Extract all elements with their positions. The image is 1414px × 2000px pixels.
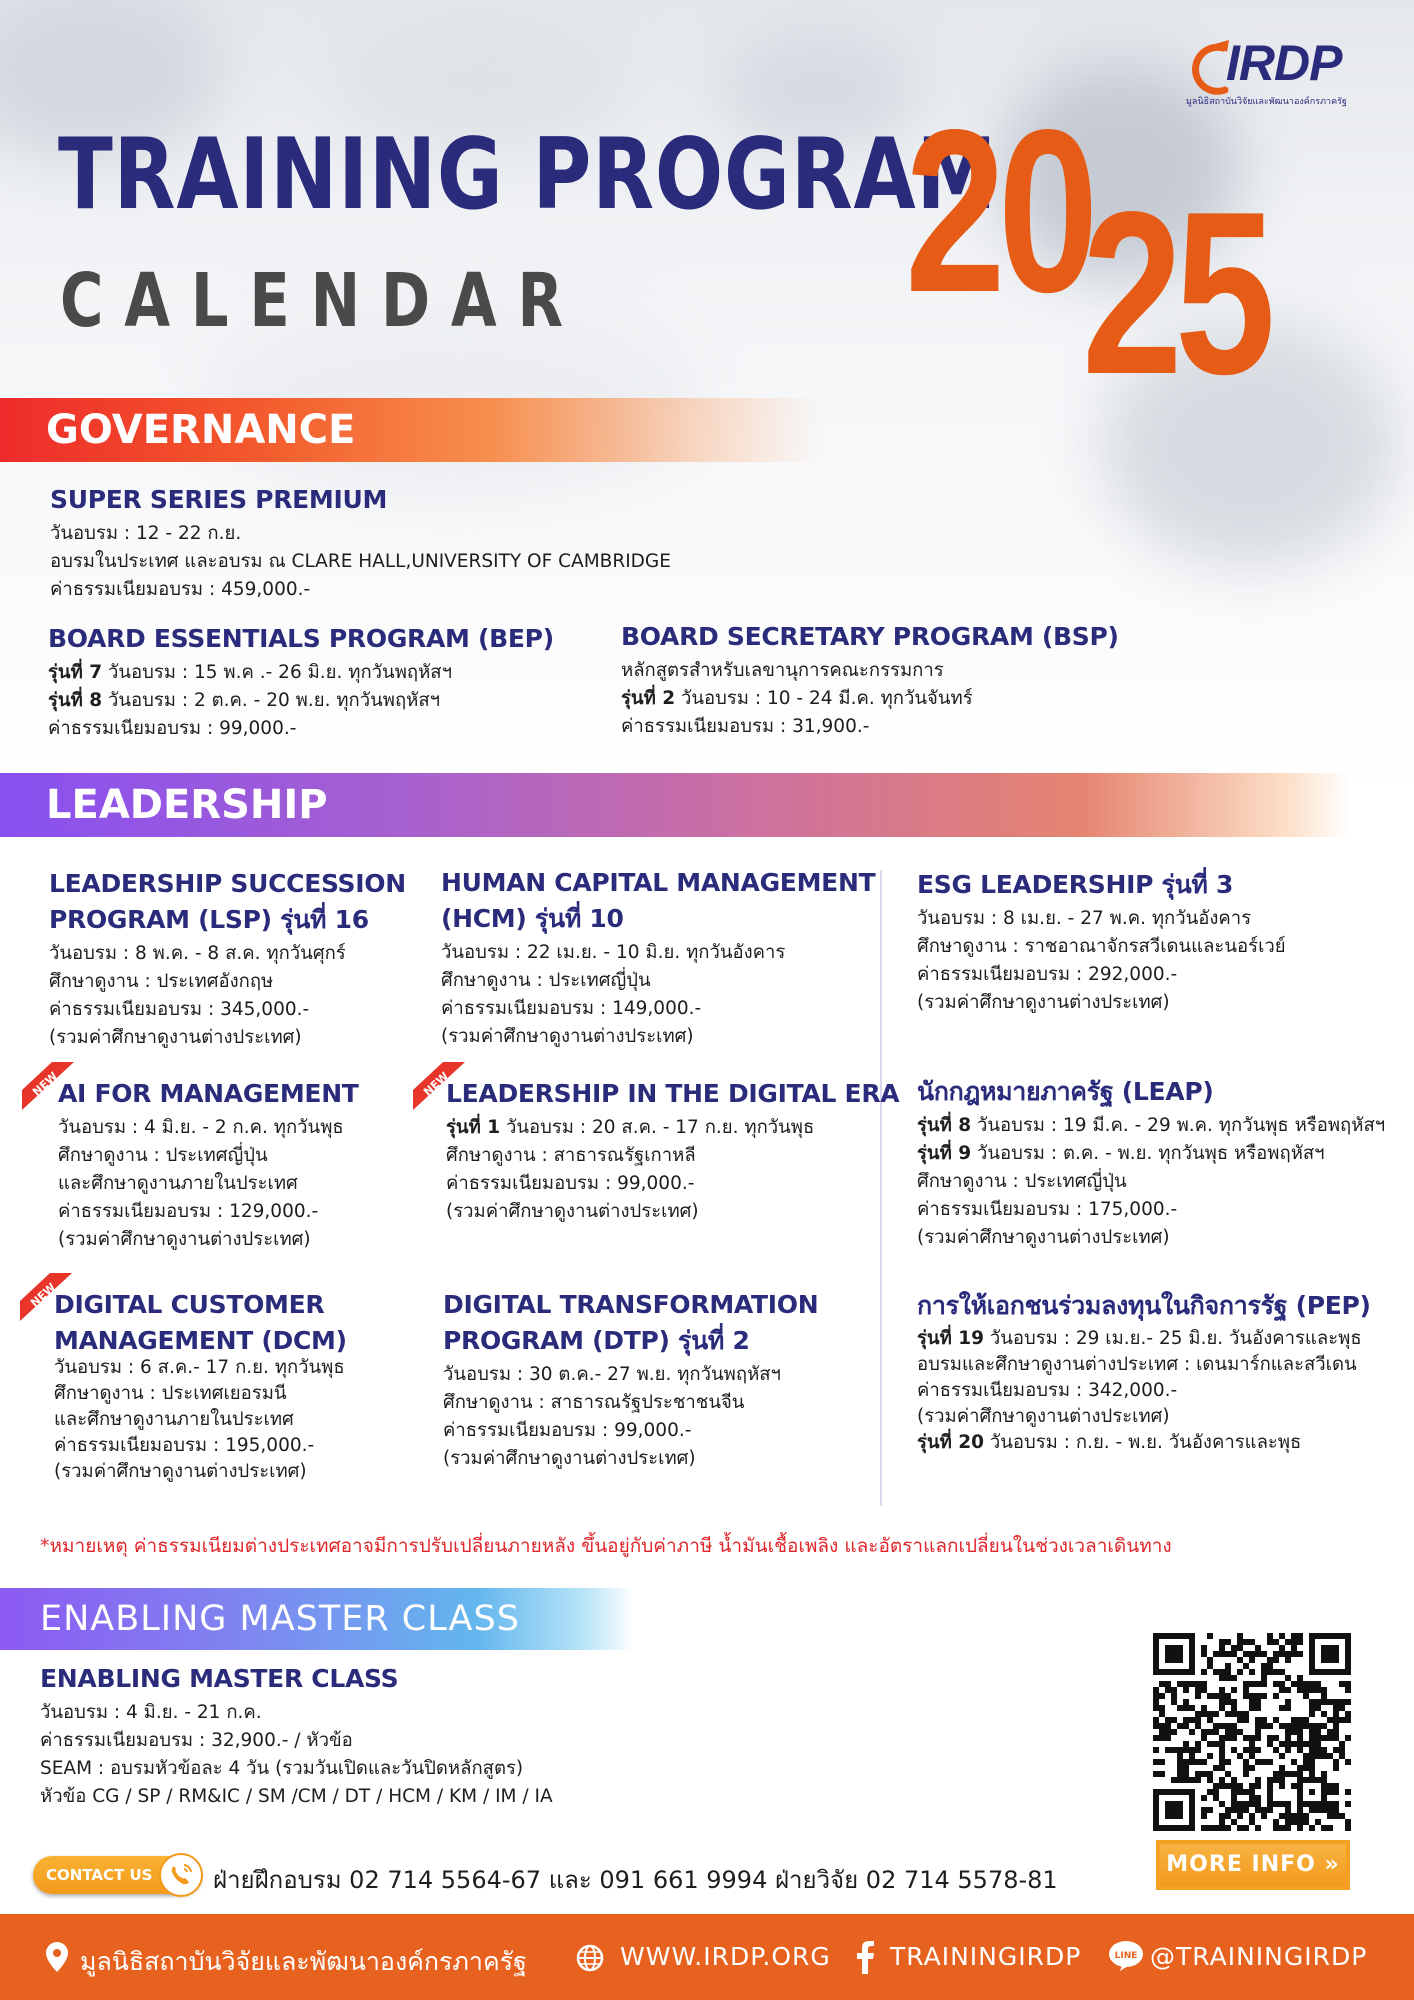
program-line: และศึกษาดูงานภายในประเทศ: [58, 1173, 298, 1194]
globe-icon: [576, 1944, 604, 1972]
program-bep: [48, 621, 554, 743]
program-line: (รวมค่าศึกษาดูงานต่างประเทศ): [54, 1461, 307, 1482]
program-lsp: [49, 866, 406, 1052]
program-super-series: [50, 482, 671, 604]
program-line: ค่าธรรมเนียมอบรม : 99,000.-: [446, 1173, 695, 1194]
program-line: ศึกษาดูงาน : ประเทศเยอรมนี: [54, 1383, 287, 1404]
program-title: LEADERSHIP IN THE DIGITAL ERA: [446, 1079, 900, 1108]
program-line: ศึกษาดูงาน : ประเทศญี่ปุ่น: [441, 970, 651, 991]
chevrons-right-icon: »: [1315, 1852, 1340, 1877]
contact-phone-text: ฝ่ายฝึกอบรม 02 714 5564-67 และ 091 661 9994 ฝ่ายวิจัย 02 714 5578-81: [213, 1866, 1058, 1894]
new-badge-text: NEW: [30, 1069, 61, 1099]
program-line: ค่าธรรมเนียมอบรม : 129,000.-: [58, 1201, 319, 1222]
program-title: PROGRAM (LSP) รุ่นที่ 16: [49, 905, 369, 934]
program-line-text: วันอบรม : 19 มี.ค. - 29 พ.ค. ทุกวันพุธ หรือพฤหัสฯ: [971, 1115, 1386, 1136]
batch-label: รุ่นที่ 2: [621, 688, 676, 709]
new-badge-text: NEW: [28, 1280, 59, 1310]
program-title: PROGRAM (DTP) รุ่นที่ 2: [443, 1326, 750, 1355]
program-title: การให้เอกชนร่วมลงทุนในกิจการรัฐ (PEP): [917, 1291, 1371, 1320]
program-line-text: วันอบรม : 10 - 24 มี.ค. ทุกวันจันทร์: [675, 688, 973, 709]
program-dtp: [443, 1287, 818, 1473]
program-line: วันอบรม : 22 เม.ย. - 10 มิ.ย. ทุกวันอังคาร: [441, 942, 786, 963]
batch-label: รุ่นที่ 9: [917, 1143, 972, 1164]
program-title: นักกฎหมายภาครัฐ (LEAP): [917, 1077, 1214, 1106]
program-line: (รวมค่าศึกษาดูงานต่างประเทศ): [446, 1201, 699, 1222]
program-title: BOARD ESSENTIALS PROGRAM (BEP): [48, 624, 554, 653]
program-line-text: วันอบรม : 29 เม.ย.- 25 มิ.ย. วันอังคารและพุธ: [983, 1328, 1362, 1349]
program-line: วันอบรม : 12 - 22 ก.ย.: [50, 523, 242, 544]
program-line: ค่าธรรมเนียมอบรม : 195,000.-: [54, 1435, 315, 1456]
program-line: [621, 685, 1119, 713]
page-subtitle: CALENDAR: [60, 258, 584, 344]
line-app-icon-text: LINE: [1114, 1951, 1138, 1961]
program-line: ศึกษาดูงาน : สาธารณรัฐประชาชนจีน: [443, 1392, 745, 1413]
program-title: HUMAN CAPITAL MANAGEMENT: [441, 868, 876, 897]
program-esg: [917, 867, 1286, 1017]
program-line: [446, 1114, 899, 1142]
batch-label: รุ่นที่ 20: [917, 1432, 984, 1453]
footer-website-link[interactable]: WWW.IRDP.ORG: [620, 1942, 831, 1971]
program-line: วันอบรม : 4 มิ.ย. - 2 ก.ค. ทุกวันพุธ: [58, 1117, 344, 1138]
program-line: หลักสูตรสำหรับเลขานุการคณะกรรมการ: [621, 660, 944, 681]
program-line: ค่าธรรมเนียมอบรม : 99,000.-: [48, 718, 297, 739]
program-line: อบรมและศึกษาดูงานต่างประเทศ : เดนมาร์กและสวีเดน: [917, 1354, 1357, 1375]
program-line: [48, 687, 554, 715]
program-line: [917, 1140, 1385, 1168]
program-line: (รวมค่าศึกษาดูงานต่างประเทศ): [441, 1026, 694, 1047]
program-line: ค่าธรรมเนียมอบรม : 31,900.-: [621, 716, 870, 737]
contact-us-label: CONTACT US: [46, 1866, 153, 1884]
program-ai: [58, 1076, 359, 1254]
phone-icon: [159, 1853, 203, 1897]
batch-label: รุ่นที่ 1: [446, 1117, 501, 1138]
new-badge-text: NEW: [421, 1069, 452, 1099]
section-heading-leadership: LEADERSHIP: [0, 773, 1350, 837]
program-title: BOARD SECRETARY PROGRAM (BSP): [621, 622, 1119, 651]
program-line: ค่าธรรมเนียมอบรม : 459,000.-: [50, 579, 311, 600]
program-line: ศึกษาดูงาน : ประเทศอังกฤษ: [49, 971, 274, 992]
program-hcm: [441, 865, 875, 1051]
logo-text: IRDP: [1226, 35, 1342, 91]
program-leap: [917, 1074, 1385, 1252]
logo-subtitle: มูลนิธิสถาบันวิจัยและพัฒนาองค์กรภาครัฐ: [1186, 97, 1347, 107]
batch-label: รุ่นที่ 8: [48, 690, 103, 711]
footer-facebook-link[interactable]: TRAININGIRDP: [890, 1942, 1082, 1971]
program-title: AI FOR MANAGEMENT: [58, 1079, 359, 1108]
program-line: ค่าธรรมเนียมอบรม : 345,000.-: [49, 999, 310, 1020]
program-title: SUPER SERIES PREMIUM: [50, 485, 388, 514]
program-line: ศึกษาดูงาน : ประเทศญี่ปุ่น: [58, 1145, 268, 1166]
program-line: ค่าธรรมเนียมอบรม : 149,000.-: [441, 998, 702, 1019]
program-line: [917, 1112, 1385, 1140]
program-bsp: [621, 619, 1119, 741]
program-line: ค่าธรรมเนียมอบรม : 342,000.-: [917, 1380, 1178, 1401]
year-second: 25: [1082, 164, 1268, 423]
program-line: วันอบรม : 8 พ.ค. - 8 ส.ค. ทุกวันศุกร์: [49, 943, 346, 964]
program-title: ESG LEADERSHIP รุ่นที่ 3: [917, 870, 1234, 899]
program-line: ศึกษาดูงาน : ราชอาณาจักรสวีเดนและนอร์เวย์: [917, 936, 1286, 957]
program-line-text: วันอบรม : ก.ย. - พ.ย. วันอังคารและพุธ: [983, 1432, 1302, 1453]
batch-label: รุ่นที่ 8: [917, 1115, 972, 1136]
batch-label: รุ่นที่ 19: [917, 1328, 984, 1349]
program-line: อบรมในประเทศ และอบรม ณ CLARE HALL,UNIVERSITY OF CAMBRIDGE: [50, 551, 671, 572]
program-line: [917, 1326, 1371, 1352]
program-line-text: วันอบรม : 15 พ.ค .- 26 มิ.ย. ทุกวันพฤหัสฯ: [102, 662, 452, 683]
program-line: ค่าธรรมเนียมอบรม : 175,000.-: [917, 1199, 1178, 1220]
page-title: TRAINING PROGRAM: [58, 118, 998, 232]
program-line: ศึกษาดูงาน : ประเทศญี่ปุ่น: [917, 1171, 1127, 1192]
program-line: ศึกษาดูงาน : สาธารณรัฐเกาหลี: [446, 1145, 696, 1166]
program-line: หัวข้อ CG / SP / RM&IC / SM /CM / DT / HCM / KM / IM / IA: [40, 1786, 553, 1807]
program-line: วันอบรม : 30 ต.ค.- 27 พ.ย. ทุกวันพฤหัสฯ: [443, 1364, 781, 1385]
program-line: SEAM : อบรมหัวข้อละ 4 วัน (รวมวันเปิดและวันปิดหลักสูตร): [40, 1758, 524, 1779]
program-line-text: วันอบรม : 2 ต.ค. - 20 พ.ย. ทุกวันพฤหัสฯ: [102, 690, 441, 711]
program-title: ENABLING MASTER CLASS: [40, 1664, 399, 1693]
fee-note: *หมายเหตุ ค่าธรรมเนียมต่างประเทศอาจมีการปรับเปลี่ยนภายหลัง ขึ้นอยู่กับค่าภาษี น้ำมันเชื้อเพลิง และอัตราแลกเปลี่ยนในช่วงเวลาเดินทาง: [40, 1535, 1172, 1557]
program-line-text: วันอบรม : 20 ส.ค. - 17 ก.ย. ทุกวันพุธ: [500, 1117, 815, 1138]
program-line: และศึกษาดูงานภายในประเทศ: [54, 1409, 294, 1430]
more-info-label: MORE INFO: [1166, 1852, 1316, 1877]
program-line: (รวมค่าศึกษาดูงานต่างประเทศ): [49, 1027, 302, 1048]
program-emc: [40, 1661, 553, 1811]
program-title: DIGITAL TRANSFORMATION: [443, 1290, 819, 1319]
program-line: วันอบรม : 4 มิ.ย. - 21 ก.ค.: [40, 1702, 262, 1723]
program-title: LEADERSHIP SUCCESSION: [49, 869, 406, 898]
location-pin-icon: [46, 1942, 68, 1972]
batch-label: รุ่นที่ 7: [48, 662, 103, 683]
program-line: [48, 659, 554, 687]
program-pep: [917, 1288, 1371, 1456]
program-dcm: [54, 1287, 347, 1485]
program-line: (รวมค่าศึกษาดูงานต่างประเทศ): [58, 1229, 311, 1250]
program-line: ค่าธรรมเนียมอบรม : 32,900.- / หัวข้อ: [40, 1730, 353, 1751]
line-app-icon: [1108, 1940, 1144, 1972]
more-info-button[interactable]: [1156, 1840, 1350, 1890]
program-line: วันอบรม : 6 ส.ค.- 17 ก.ย. ทุกวันพุธ: [54, 1357, 345, 1378]
program-line: ค่าธรรมเนียมอบรม : 99,000.-: [443, 1420, 692, 1441]
program-line: (รวมค่าศึกษาดูงานต่างประเทศ): [917, 1406, 1170, 1427]
program-line: (รวมค่าศึกษาดูงานต่างประเทศ): [917, 1227, 1170, 1248]
program-line: ค่าธรรมเนียมอบรม : 292,000.-: [917, 964, 1178, 985]
program-line: วันอบรม : 8 เม.ย. - 27 พ.ค. ทุกวันอังคาร: [917, 908, 1252, 929]
footer-org-name: มูลนิธิสถาบันวิจัยและพัฒนาองค์กรภาครัฐ: [80, 1947, 527, 1976]
qr-code[interactable]: [1153, 1633, 1351, 1831]
section-heading-enabling-master-class: ENABLING MASTER CLASS: [0, 1588, 634, 1650]
program-line: (รวมค่าศึกษาดูงานต่างประเทศ): [917, 992, 1170, 1013]
year-first: 20: [905, 82, 1091, 341]
program-line: [917, 1430, 1371, 1456]
program-title: DIGITAL CUSTOMER: [54, 1290, 325, 1319]
section-heading-governance: GOVERNANCE: [0, 398, 822, 462]
program-lde: [446, 1076, 899, 1226]
program-title: MANAGEMENT (DCM): [54, 1326, 347, 1355]
program-line: (รวมค่าศึกษาดูงานต่างประเทศ): [443, 1448, 696, 1469]
facebook-icon: [856, 1940, 874, 1974]
footer-line-link[interactable]: @TRAININGIRDP: [1150, 1942, 1368, 1971]
program-line-text: วันอบรม : ต.ค. - พ.ย. ทุกวันพุธ หรือพฤหัสฯ: [971, 1143, 1325, 1164]
program-title: (HCM) รุ่นที่ 10: [441, 904, 624, 933]
